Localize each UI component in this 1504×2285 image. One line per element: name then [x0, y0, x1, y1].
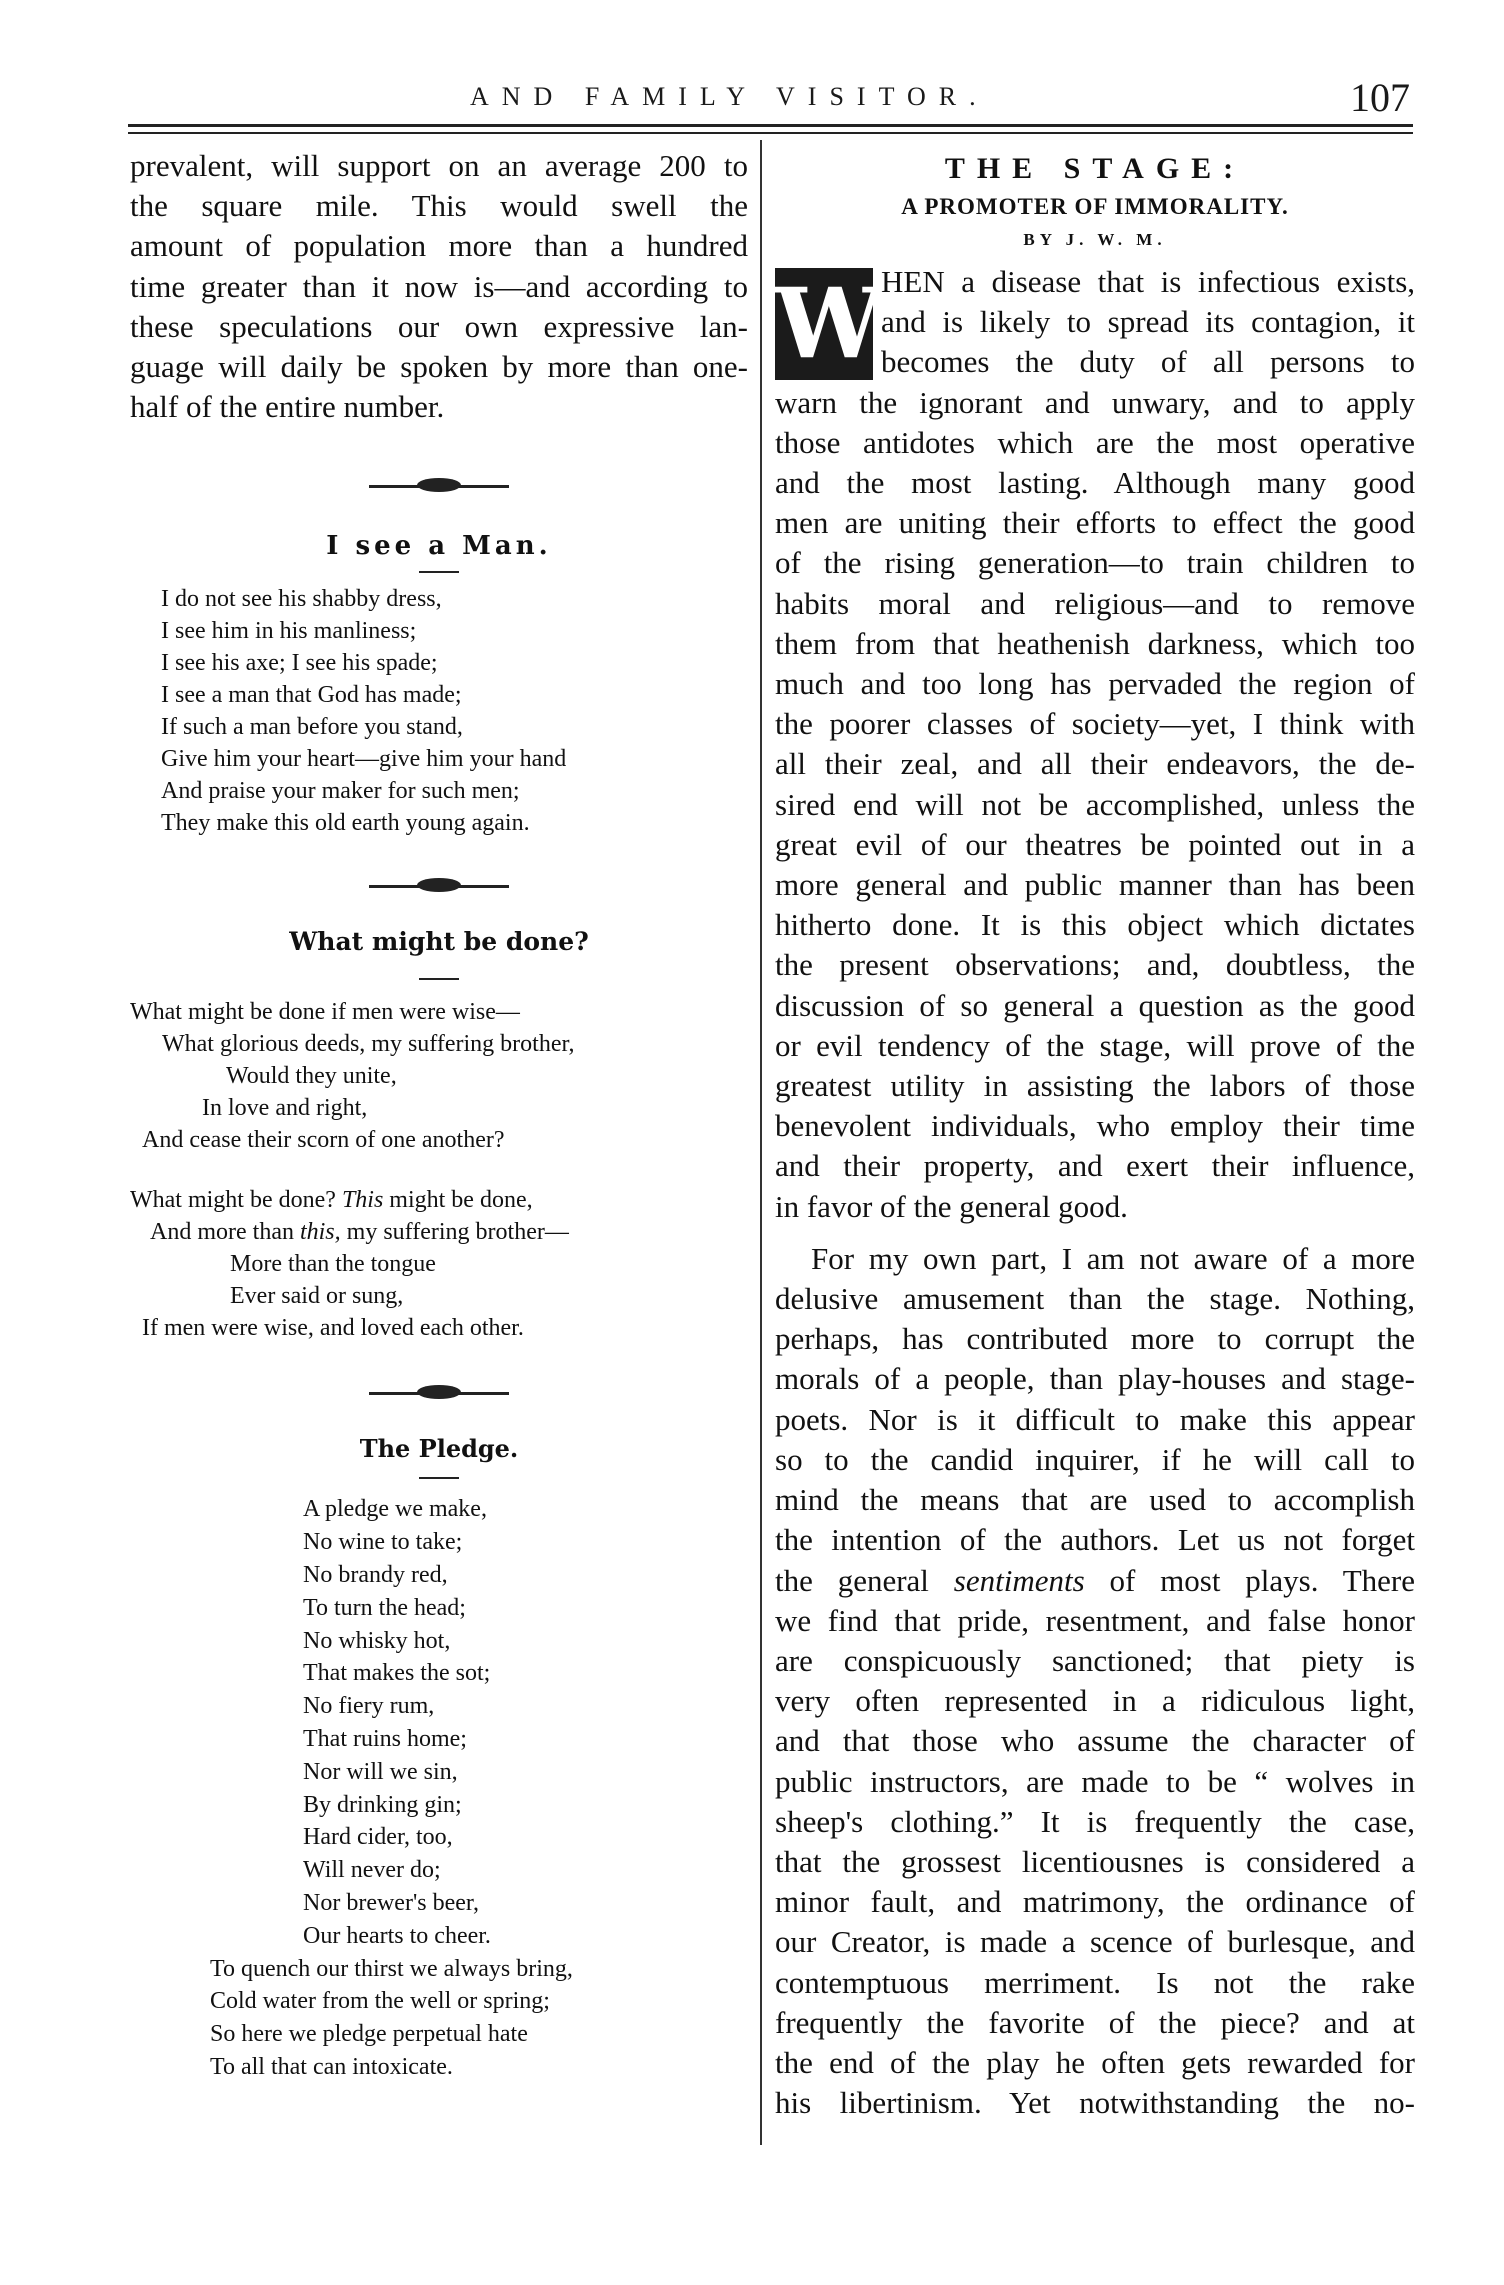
text-line: men are uniting their efforts to effect the good: [775, 505, 1415, 541]
text-line: and that those who assume the character of: [775, 1723, 1415, 1759]
text-line: mind the means that are used to accomplish: [775, 1482, 1415, 1518]
text-line: in favor of the general good.: [775, 1188, 1128, 1224]
poem-line-part: might be done,: [389, 1187, 533, 1214]
poem-line: That makes the sot;: [303, 1660, 491, 1687]
text-line: perhaps, has contributed more to corrupt the: [775, 1321, 1415, 1357]
text-line: so to the candid inquirer, if he will call to: [775, 1441, 1415, 1477]
text-line: habits moral and religious—and to remove: [775, 585, 1415, 621]
text-line-part: the general: [775, 1562, 929, 1598]
text-line: all their zeal, and all their endeavors, the de-: [775, 746, 1415, 782]
poem-line: They make this old earth young again.: [161, 810, 530, 837]
poem-the-pledge-closing: [130, 1953, 748, 2084]
poem-line: [130, 1184, 748, 1216]
poem-what-might-be-done: [130, 996, 748, 1156]
lead-word: HEN: [881, 264, 945, 299]
text-line: and is likely to spread its contagion, it: [881, 304, 1415, 340]
poem-line: No wine to take;: [303, 1529, 463, 1556]
poem-line-part: And more than: [150, 1219, 294, 1246]
text-line: For my own part, I am not aware of a more: [811, 1240, 1415, 1276]
text-line: those antidotes which are the most operative: [775, 424, 1415, 460]
poem-line-part: What might be done?: [130, 1187, 336, 1214]
short-rule: [419, 1477, 459, 1479]
drop-cap: W: [775, 267, 883, 380]
text-line: minor fault, and matrimony, the ordinance of: [775, 1884, 1415, 1920]
text-line: our Creator, is made a scence of burlesque, and: [775, 1924, 1415, 1960]
poem-line: I see his axe; I see his spade;: [161, 650, 438, 677]
ornamental-divider: [369, 477, 509, 495]
poem-title: What might be done?: [289, 927, 589, 957]
text-line: great evil of our theatres be pointed out in a: [775, 826, 1415, 862]
poem-line: If such a man before you stand,: [161, 714, 463, 741]
column-divider: [760, 140, 762, 2145]
text-line: becomes the duty of all persons to: [881, 344, 1415, 380]
text-line: the poorer classes of society—yet, I think with: [775, 706, 1415, 742]
text-line: and the most lasting. Although many good: [775, 465, 1415, 501]
poem-line: Give him your heart—give him your hand: [161, 746, 567, 773]
poem-the-pledge: [130, 1493, 748, 1952]
text-line: hitherto done. It is this object which dictates: [775, 907, 1415, 943]
poem-line: Will never do;: [303, 1857, 441, 1884]
poem-line: Nor brewer's beer,: [303, 1889, 479, 1916]
poem-line: Ever said or sung,: [230, 1283, 404, 1310]
poem-line-emphasis: This: [341, 1187, 384, 1214]
text-emphasis: sentiments: [953, 1562, 1085, 1598]
running-header: AND FAMILY VISITOR.: [470, 82, 989, 111]
poem-line: More than the tongue: [230, 1251, 436, 1278]
text-line: much and too long has pervaded the region of: [775, 666, 1415, 702]
text-line: we find that pride, resentment, and false honor: [775, 1602, 1415, 1638]
poem-line: What might be done if men were wise—: [130, 999, 520, 1026]
text-line: that the grossest licentiousnes is considered a: [775, 1843, 1415, 1879]
poem-i-see-a-man: [130, 583, 748, 839]
text-line: public instructors, are made to be “ wolves in: [775, 1763, 1415, 1799]
text-line: sheep's clothing.” It is frequently the case,: [775, 1803, 1415, 1839]
text-line: greatest utility in assisting the labors of those: [775, 1068, 1415, 1104]
text-line: and their property, and exert their influence,: [775, 1148, 1415, 1184]
text-line: morals of a people, than play-houses and stage-: [775, 1361, 1415, 1397]
poem-line: And cease their scorn of one another?: [142, 1127, 505, 1154]
poem-line: To turn the head;: [303, 1594, 466, 1621]
poem-line: I see a man that God has made;: [161, 682, 462, 709]
page-number: 107: [1350, 75, 1410, 120]
poem-title: The Pledge.: [359, 1434, 519, 1464]
article-title: THE STAGE:: [944, 152, 1246, 185]
header-rule-secondary: [128, 132, 1413, 134]
text-line: of the rising generation—to train children to: [775, 545, 1415, 581]
article-subtitle: A PROMOTER OF IMMORALITY.: [901, 194, 1289, 219]
poem-line: No whisky hot,: [303, 1627, 451, 1654]
text-line: prevalent, will support on an average 200 to: [130, 148, 748, 183]
ornamental-divider: [369, 877, 509, 895]
poem-line-part: my suffering brother—: [346, 1219, 569, 1246]
poem-line: [130, 1216, 748, 1248]
text-line-part: a disease that is infectious exists,: [961, 264, 1416, 299]
text-line: guage will daily be spoken by more than one-: [130, 349, 748, 385]
text-line: or evil tendency of the stage, will prove of the: [775, 1027, 1415, 1063]
poem-line: In love and right,: [202, 1095, 368, 1122]
text-line: the present observations; and, doubtless, the: [775, 947, 1415, 983]
poem-line: No fiery rum,: [303, 1693, 435, 1720]
article-body: [775, 262, 1415, 2123]
poem-what-might-be-done-stanza2: [130, 1184, 748, 1344]
text-line: poets. Nor is it difficult to make this appear: [775, 1401, 1415, 1437]
text-line: frequently the favorite of the piece? and at: [775, 2004, 1415, 2040]
poem-line: Would they unite,: [226, 1063, 397, 1090]
poem-line: No brandy red,: [303, 1562, 448, 1589]
text-line-part: of most plays. There: [1109, 1562, 1416, 1598]
left-column: [130, 146, 748, 2084]
text-line: sired end will not be accomplished, unless the: [775, 786, 1415, 822]
short-rule: [419, 571, 459, 573]
text-line: [775, 1561, 1415, 1601]
poem-line: What glorious deeds, my suffering brother,: [162, 1031, 575, 1058]
poem-title: I see a Man.: [326, 531, 552, 562]
poem-line: I see him in his manliness;: [161, 618, 417, 645]
text-line: benevolent individuals, who employ their time: [775, 1108, 1415, 1144]
poem-line: So here we pledge perpetual hate: [210, 2021, 528, 2048]
text-line: the end of the play he often gets rewarded for: [775, 2044, 1415, 2080]
poem-line: To quench our thirst we always bring,: [210, 1955, 573, 1982]
text-line: the intention of the authors. Let us not forget: [775, 1522, 1415, 1558]
text-line: more general and public manner than has been: [775, 867, 1415, 903]
poem-line: To all that can intoxicate.: [210, 2053, 453, 2080]
poem-line: Our hearts to cheer.: [303, 1922, 491, 1949]
text-line: time greater than it now is—and according to: [130, 268, 748, 304]
poem-line: Hard cider, too,: [303, 1824, 453, 1851]
text-line: these speculations our own expressive lan-: [130, 308, 748, 344]
text-line: delusive amusement than the stage. Nothing,: [775, 1281, 1415, 1317]
ornamental-divider: [369, 1384, 509, 1402]
text-line: amount of population more than a hundred: [130, 228, 748, 264]
text-line: are conspicuously sanctioned; that piety is: [775, 1642, 1415, 1678]
text-line: half of the entire number.: [130, 389, 445, 425]
short-rule: [419, 978, 459, 980]
text-line: warn the ignorant and unwary, and to apply: [775, 384, 1415, 420]
poem-line: That ruins home;: [303, 1726, 467, 1752]
text-line: them from that heathenish darkness, which too: [775, 625, 1415, 661]
right-column: [775, 146, 1415, 2123]
poem-line-emphasis: this,: [299, 1219, 341, 1246]
header-rule: [128, 124, 1413, 127]
poem-line: Cold water from the well or spring;: [210, 1988, 550, 2015]
continued-article: [130, 146, 748, 427]
text-line: very often represented in a ridiculous light,: [775, 1683, 1415, 1719]
poem-line: Nor will we sin,: [303, 1758, 458, 1785]
text-line: discussion of so general a question as the good: [775, 987, 1415, 1023]
text-line: contemptuous merriment. Is not the rake: [775, 1964, 1415, 2000]
poem-line: I do not see his shabby dress,: [161, 586, 442, 613]
poem-line: If men were wise, and loved each other.: [142, 1315, 524, 1342]
poem-line: And praise your maker for such men;: [161, 778, 520, 805]
poem-line: By drinking gin;: [303, 1791, 462, 1818]
text-line: his libertinism. Yet notwithstanding the no-: [775, 2085, 1415, 2121]
poem-line: A pledge we make,: [303, 1496, 487, 1523]
text-line: the square mile. This would swell the: [130, 188, 748, 224]
article-byline: BY J. W. M.: [1023, 230, 1167, 249]
